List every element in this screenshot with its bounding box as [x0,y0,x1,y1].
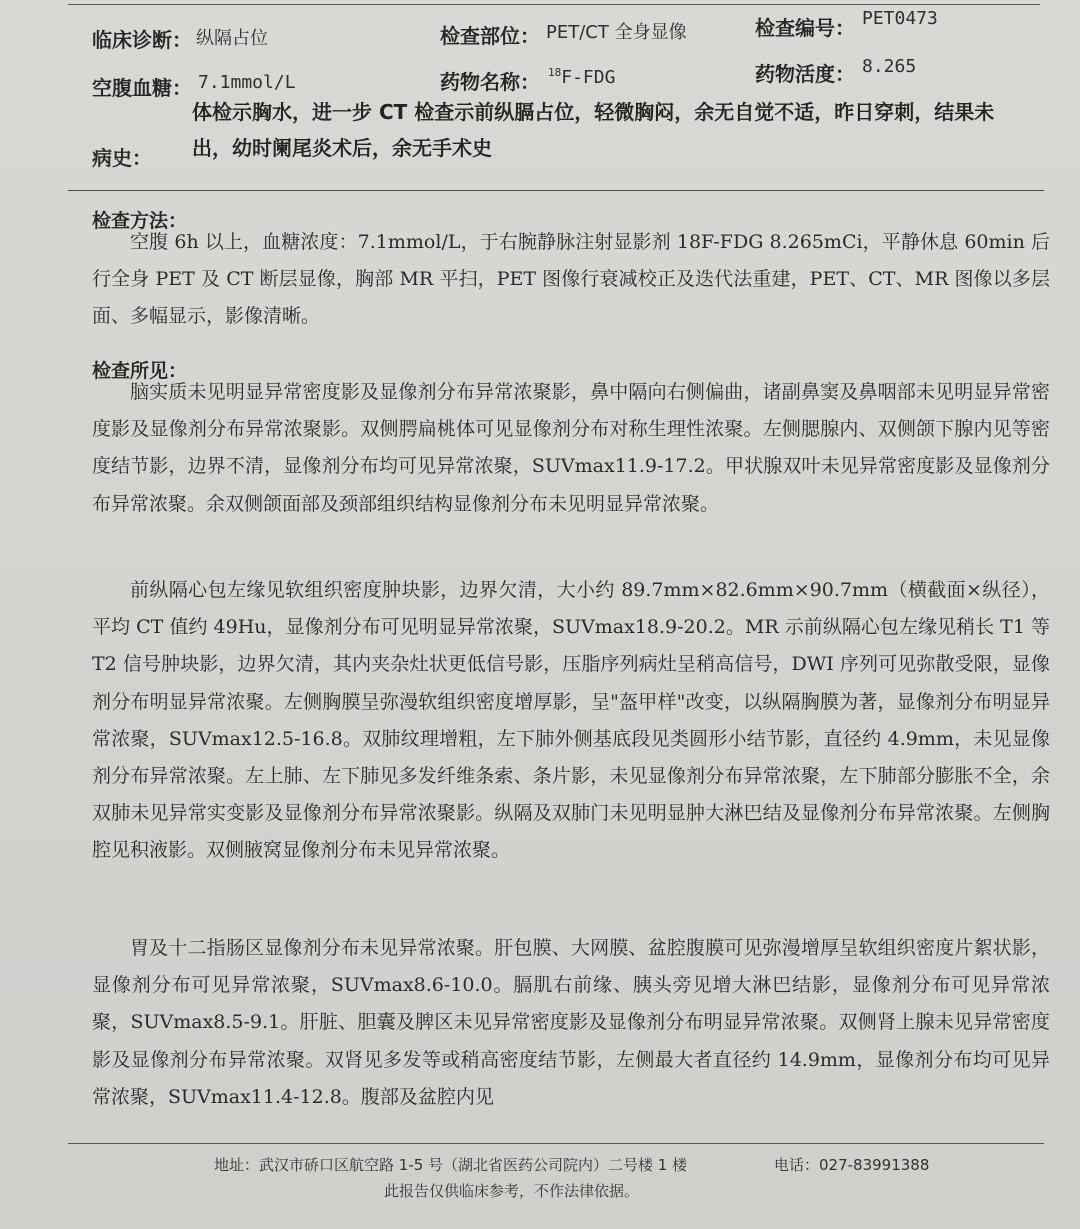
method-text: 空腹 6h 以上，血糖浓度：7.1mmol/L，于右腕静脉注射显影剂 18F-FDG 8.265mCi，平静休息 60min 后行全身 PET 及 CT 断层显像，胸部 MR 平扫，PET 图像行衰减校正及迭代法重建，PET、CT、MR 图像以多层面、多幅显示，影像清晰。 [92,231,1050,328]
method-title: 检查方法： [92,210,188,232]
drug-isotope-sup: 18 [548,66,562,79]
site-value: PET/CT 全身显像 [546,22,687,43]
findings-paragraph-1: 脑实质未见明显异常密度影及显像剂分布异常浓聚影，鼻中隔向右侧偏曲，诸副鼻窦及鼻咽部未见明显异常密度影及显像剂分布异常浓聚影。双侧腭扁桃体可见显像剂分布对称生理性浓聚。左侧腮腺内、双侧颌下腺内见等密度结节影，边界不清，显像剂分布均可见异常浓聚，SUVmax11.9-17.2。甲状腺双叶未见异常密度影及显像剂分布异常浓聚。余双侧颌面部及颈部组织结构显像剂分布未见明显异常浓聚。 [92,381,1050,515]
top-rule [68,4,1040,5]
footer-disclaimer: 此报告仅供临床参考，不作法律依据。 [384,1182,640,1200]
drug-label: 药物名称： [440,70,540,94]
drug-name: F-FDG [561,67,616,88]
exam-no-value: PET0473 [862,8,938,29]
footer-rule [68,1143,1044,1144]
findings-paragraph-3: 胃及十二指肠区显像剂分布未见异常浓聚。肝包膜、大网膜、盆腔腹膜可见弥漫增厚呈软组织密度片絮状影，显像剂分布可见异常浓聚，SUVmax8.6-10.0。膈肌右前缘、胰头旁见增大淋巴结影，显像剂分布可见异常浓聚，SUVmax8.5-9.1。肝脏、胆囊及脾区未见异常密度影及显像剂分布明显异常浓聚。双侧肾上腺未见异常密度影及显像剂分布异常浓聚。双肾见多发等或稍高密度结节影，左侧最大者直径约 14.9mm，显像剂分布均可见异常浓聚，SUVmax11.4-12.8。腹部及盆腔内见 [92,937,1050,1108]
glucose-label: 空腹血糖： [92,76,192,100]
diagnosis-label: 临床诊断： [92,28,192,52]
diagnosis-value: 纵隔占位 [196,28,268,49]
drug-value [548,66,615,88]
footer-phone: 电话：027-83991388 [774,1156,930,1174]
site-label: 检查部位： [440,24,540,48]
history-text: 体检示胸水，进一步 CT 检查示前纵膈占位，轻微胸闷，余无自觉不适，昨日穿刺，结果未出，幼时阑尾炎术后，余无手术史 [192,100,995,160]
findings-paragraph-2: 前纵隔心包左缘见软组织密度肿块影，边界欠清，大小约 89.7mm×82.6mm×90.7mm（横截面×纵径），平均 CT 值约 49Hu，显像剂分布可见明显异常浓聚，SUVmax18.9-20.2。MR 示前纵隔心包左缘见稍长 T1 等 T2 信号肿块影，边界欠清，其内夹杂灶状更低信号影，压脂序列病灶呈稍高信号，DWI 序列可见弥散受限，显像剂分布明显异常浓聚。左侧胸膜呈弥漫软组织密度增厚影，呈"盔甲样"改变，以纵隔胸膜为著，显像剂分布明显异常浓聚，SUVmax12.5-16.8。双肺纹理增粗，左下肺外侧基底段见类圆形小结节影，直径约 4.9mm，未见显像剂分布异常浓聚。左上肺、左下肺见多发纤维条索、条片影，未见显像剂分布异常浓聚，左下肺部分膨胀不全，余双肺未见异常实变影及显像剂分布异常浓聚影。纵隔及双肺门未见明显肿大淋巴结及显像剂分布异常浓聚。左侧胸腔见积液影。双侧腋窝显像剂分布未见异常浓聚。 [92,579,1050,862]
history-label: 病史： [92,146,152,170]
section-divider [68,190,1044,191]
activity-label: 药物活度： [755,62,855,86]
glucose-value: 7.1mmol/L [198,72,296,93]
exam-no-label: 检查编号： [755,16,855,40]
activity-value: 8.265 [862,56,917,77]
footer-address: 地址：武汉市硚口区航空路 1-5 号（湖北省医药公司院内）二号楼 1 楼 [214,1156,688,1174]
findings-title: 检查所见： [92,360,188,382]
